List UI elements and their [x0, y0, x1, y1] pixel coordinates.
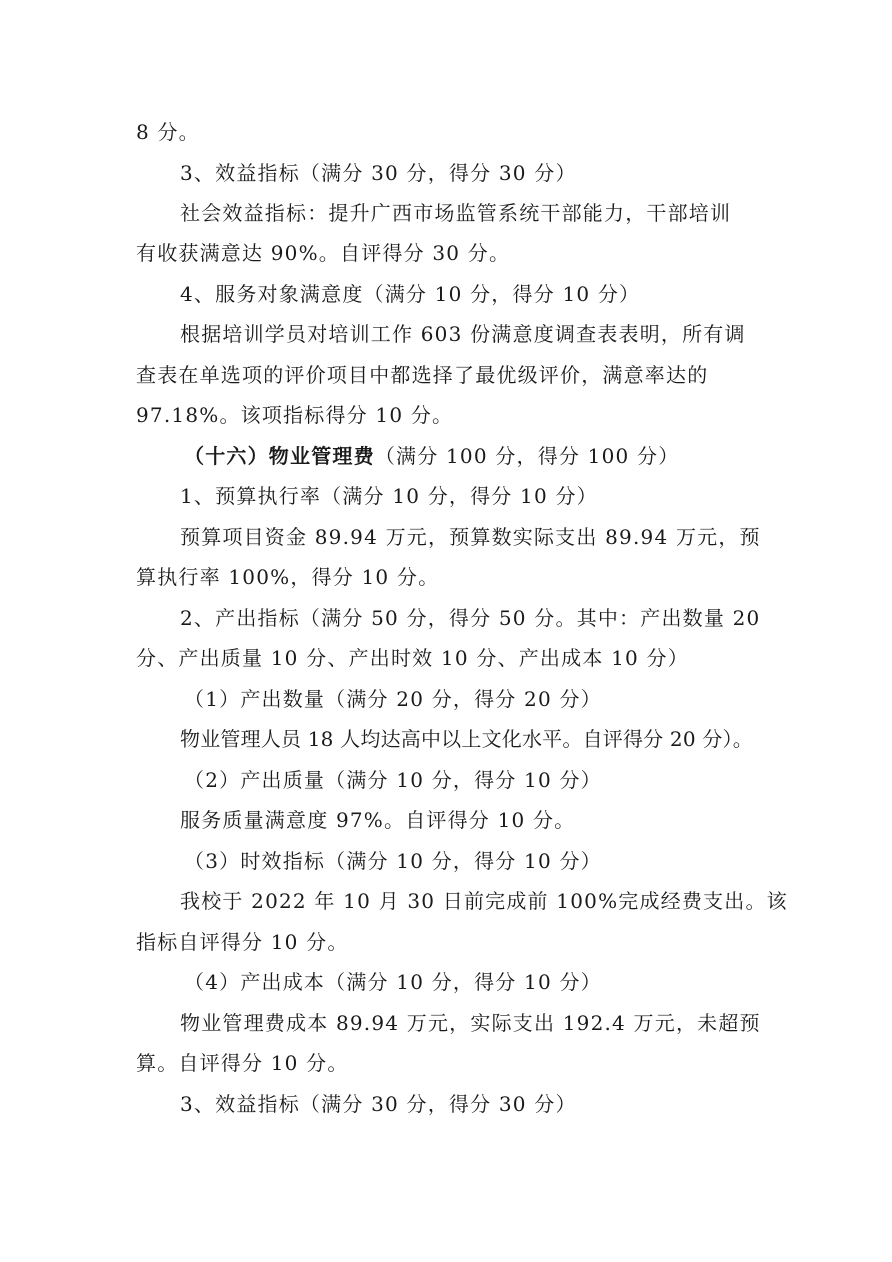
text-line: 8 分。 — [136, 120, 200, 144]
text-line: 服务质量满意度 97%。自评得分 10 分。 — [180, 808, 576, 832]
text-line: 2、产出指标（满分 50 分，得分 50 分。其中：产出数量 20 — [180, 606, 761, 630]
text-line: 我校于 2022 年 10 月 30 日前完成前 100%完成经费支出。该 — [180, 889, 788, 913]
text-line: （3）时效指标（满分 10 分，得分 10 分） — [184, 849, 602, 873]
text-line: 物业管理人员 18 人均达高中以上文化水平。自评得分 20 分）。 — [180, 727, 753, 751]
text-line: （2）产出质量（满分 10 分，得分 10 分） — [184, 768, 602, 792]
text-line: 指标自评得分 10 分。 — [136, 930, 349, 954]
text-line: 算。自评得分 10 分。 — [136, 1051, 349, 1075]
text-line: 根据培训学员对培训工作 603 份满意度调查表表明，所有调 — [180, 322, 746, 346]
text-line: （4）产出成本（满分 10 分，得分 10 分） — [184, 970, 602, 994]
text-line: 有收获满意达 90%。自评得分 30 分。 — [136, 241, 511, 265]
text-line: 查表在单选项的评价项目中都选择了最优级评价，满意率达的 — [136, 363, 709, 387]
text-line: 社会效益指标：提升广西市场监管系统干部能力，干部培训 — [180, 201, 732, 225]
text-line: 分、产出质量 10 分、产出时效 10 分、产出成本 10 分） — [136, 646, 689, 670]
text-line: 预算项目资金 89.94 万元，预算数实际支出 89.94 万元，预 — [180, 525, 761, 549]
text-line: 算执行率 100%，得分 10 分。 — [136, 565, 440, 589]
text-line: 97.18%。该项指标得分 10 分。 — [136, 403, 454, 427]
text-line: 3、效益指标（满分 30 分，得分 30 分） — [180, 1092, 577, 1116]
section-heading — [184, 442, 679, 470]
text-line: 物业管理费成本 89.94 万元，实际支出 192.4 万元，未超预 — [180, 1011, 761, 1035]
text-line: 4、服务对象满意度（满分 10 分，得分 10 分） — [180, 282, 641, 306]
text-line: （1）产出数量（满分 20 分，得分 20 分） — [184, 687, 602, 711]
text-line: 1、预算执行率（满分 10 分，得分 10 分） — [180, 484, 598, 508]
text-line: 3、效益指标（满分 30 分，得分 30 分） — [180, 161, 577, 185]
section-heading-title: （十六）物业管理费 — [184, 444, 375, 468]
section-heading-score: （满分 100 分，得分 100 分） — [374, 444, 680, 468]
